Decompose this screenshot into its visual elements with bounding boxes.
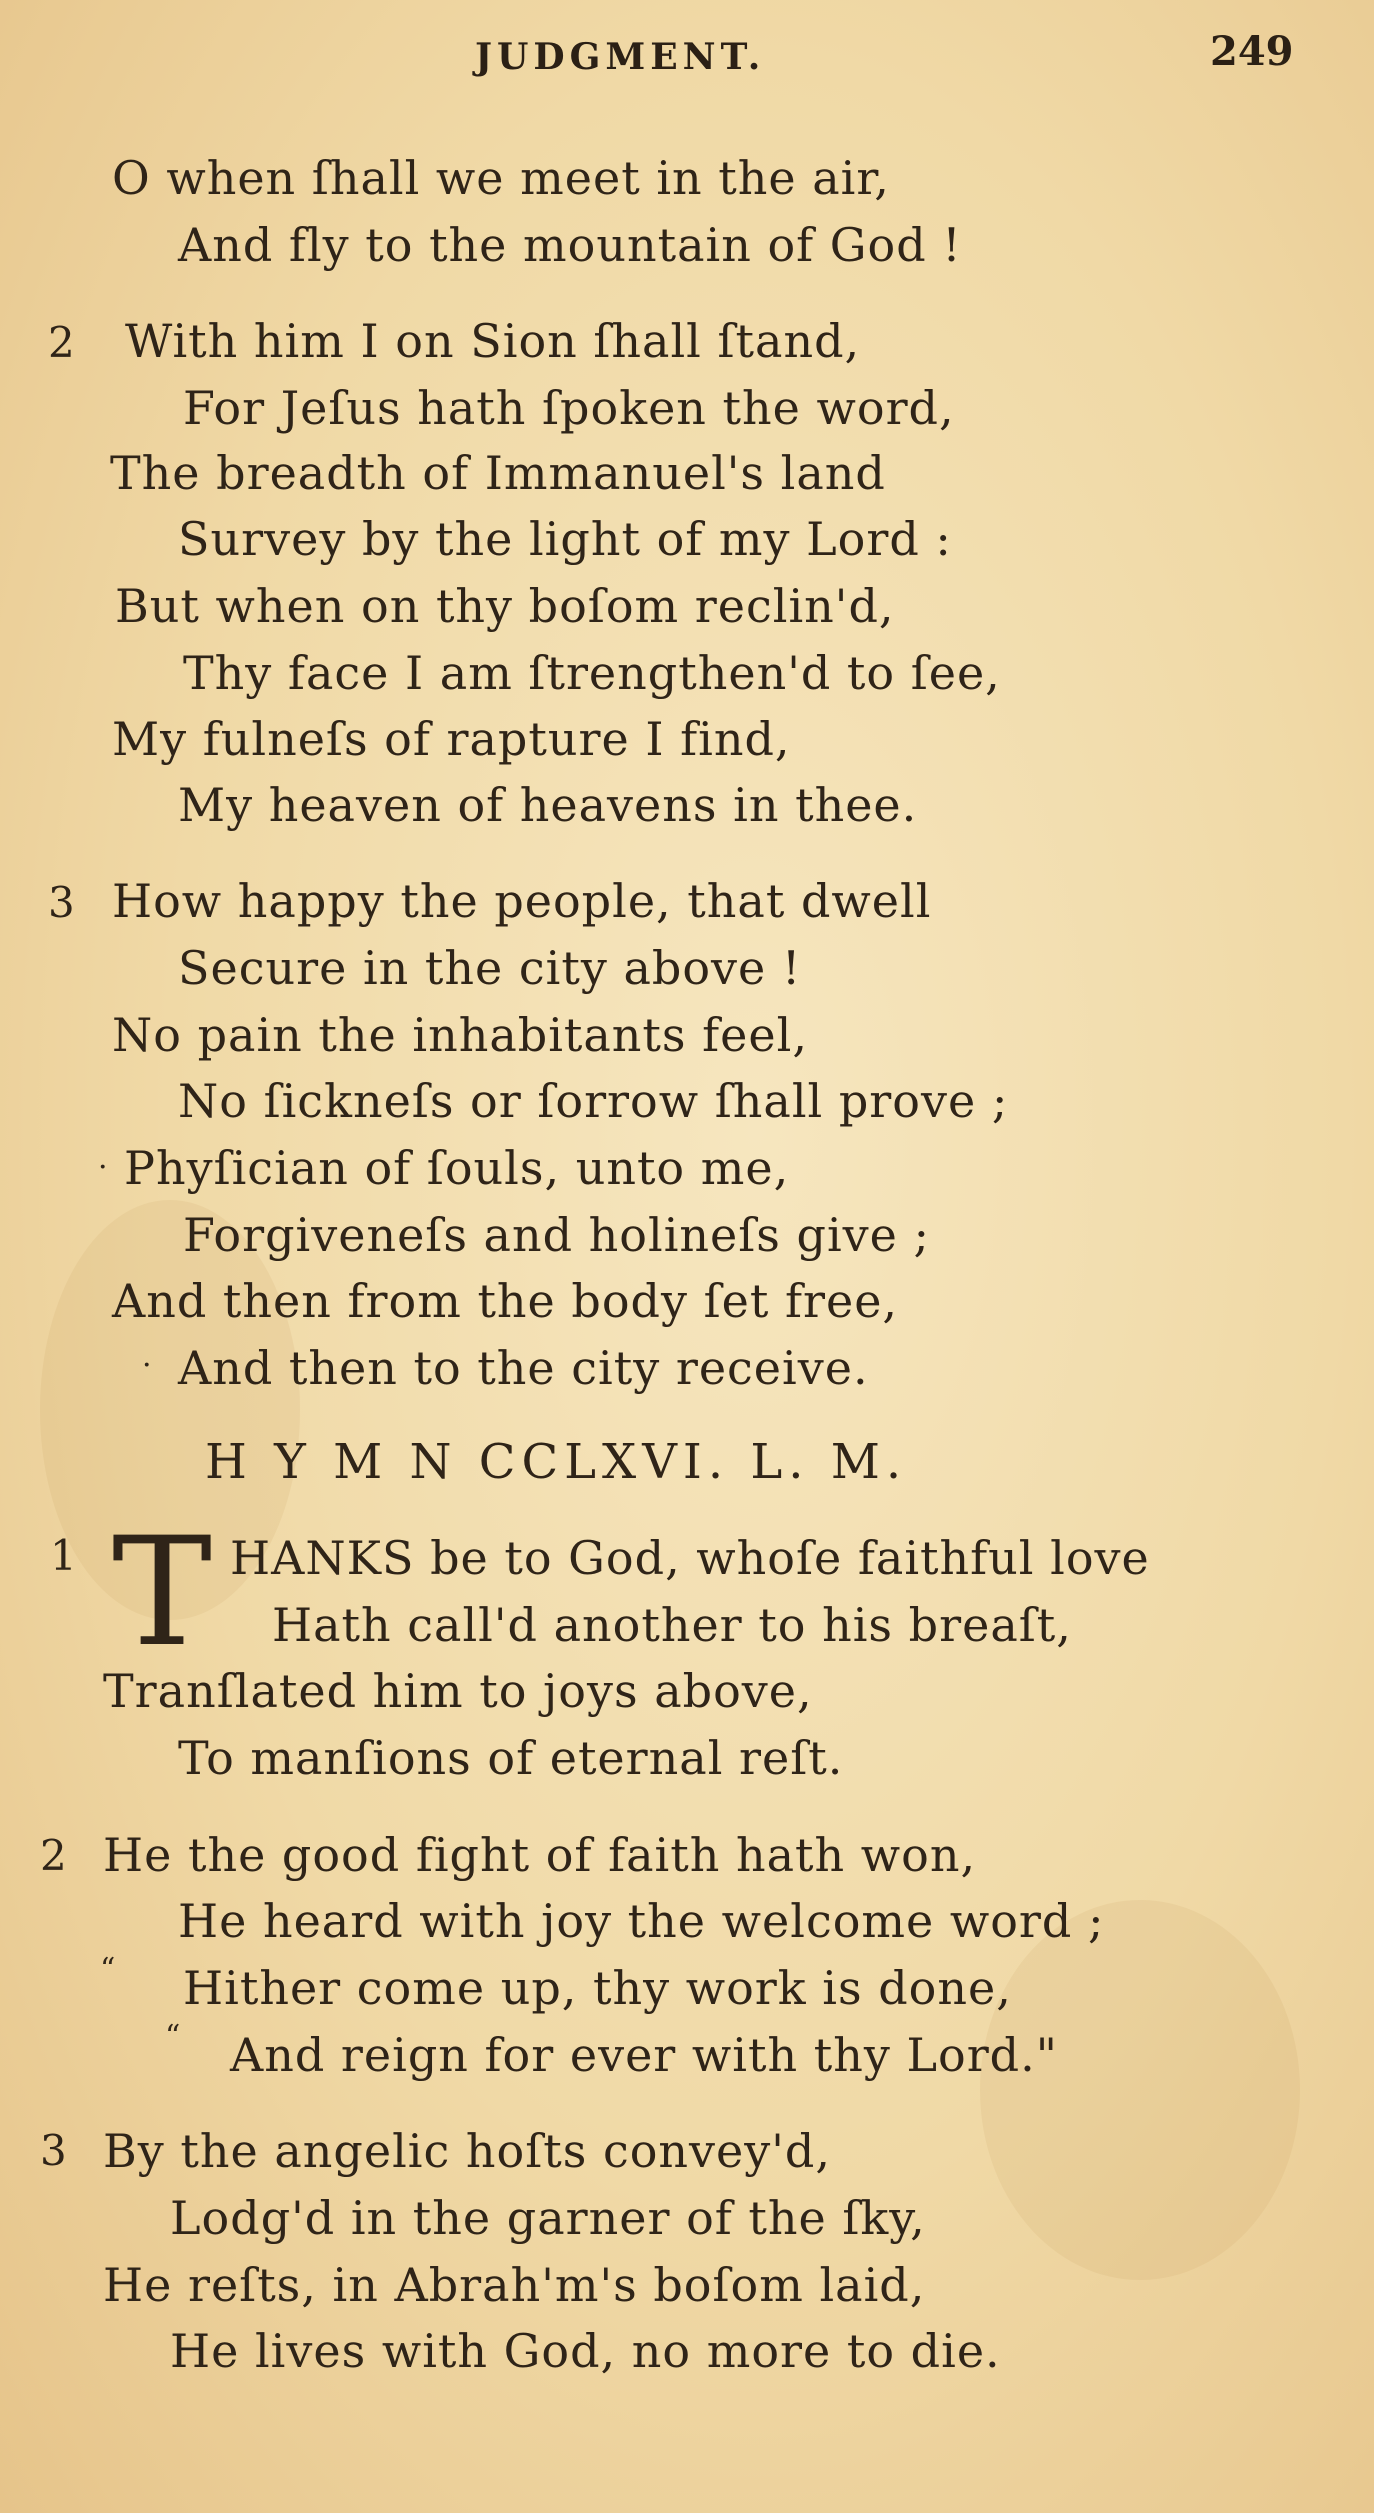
verse-line: He reſts, in Abrah'm's boſom laid, [103, 2258, 926, 2312]
verse-line: With him I on Sion ſhall ſtand, [125, 314, 861, 368]
verse-line: Forgiveneſs and holineſs give ; [183, 1208, 931, 1262]
quote-mark: “ [165, 2019, 181, 2054]
verse-line: By the angelic hoſts convey'd, [103, 2124, 831, 2178]
verse-line: My fulneſs of rapture I find, [112, 712, 791, 766]
stanza-number: 1 [50, 1531, 77, 1580]
drop-cap-letter: T [112, 1506, 213, 1680]
verse-line: He lives with God, no more to die. [170, 2324, 1001, 2378]
stanza-number: 2 [40, 1831, 67, 1880]
verse-line: But when on thy boſom reclin'd, [115, 579, 895, 633]
verse-line: And reign for ever with thy Lord." [230, 2028, 1058, 2082]
verse-line: Survey by the light of my Lord : [178, 512, 952, 566]
stanza-number: 3 [48, 878, 75, 927]
verse-line: Secure in the city above ! [178, 941, 802, 995]
verse-line: No pain the inhabitants feel, [112, 1008, 808, 1062]
verse-line: How happy the people, that dwell [112, 874, 932, 928]
verse-line: O when ſhall we meet in the air, [112, 151, 890, 205]
verse-line: Phyſician of ſouls, unto me, [124, 1141, 790, 1195]
running-head: JUDGMENT. [475, 36, 766, 78]
verse-line: And then to the city receive. [178, 1341, 869, 1395]
verse-line: Lodg'd in the garner of the ſky, [170, 2191, 926, 2245]
verse-line: Hath call'd another to his breaſt, [272, 1598, 1072, 1652]
bullet-mark: · [98, 1150, 108, 1185]
verse-line: And then from the body ſet free, [112, 1274, 899, 1328]
verse-line: Hither come up, thy work is done, [183, 1961, 1012, 2015]
verse-line: To manſions of eternal reſt. [178, 1731, 844, 1785]
verse-line: Tranſlated him to joys above, [103, 1664, 813, 1718]
verse-line: Thy face I am ſtrengthen'd to ſee, [183, 646, 1001, 700]
page-number: 249 [1210, 28, 1294, 75]
hymn-title: H Y M N CCLXVI. L. M. [205, 1434, 908, 1490]
verse-line: The breadth of Immanuel's land [110, 446, 886, 500]
stanza-number: 2 [48, 318, 75, 367]
verse-line: No ſickneſs or ſorrow ſhall prove ; [178, 1074, 1009, 1128]
paper-stain [980, 1900, 1300, 2280]
verse-line: My heaven of heavens in thee. [178, 778, 918, 832]
stanza-number: 3 [40, 2126, 67, 2175]
quote-mark: “ [100, 1952, 116, 1987]
verse-line: HANKS be to God, whoſe faithful love [230, 1531, 1150, 1585]
verse-line: And fly to the mountain of God ! [178, 218, 962, 272]
bullet-mark: · [142, 1348, 152, 1383]
verse-line: He heard with joy the welcome word ; [178, 1894, 1105, 1948]
verse-line: For Jeſus hath ſpoken the word, [183, 381, 955, 435]
verse-line: He the good fight of faith hath won, [103, 1828, 977, 1882]
